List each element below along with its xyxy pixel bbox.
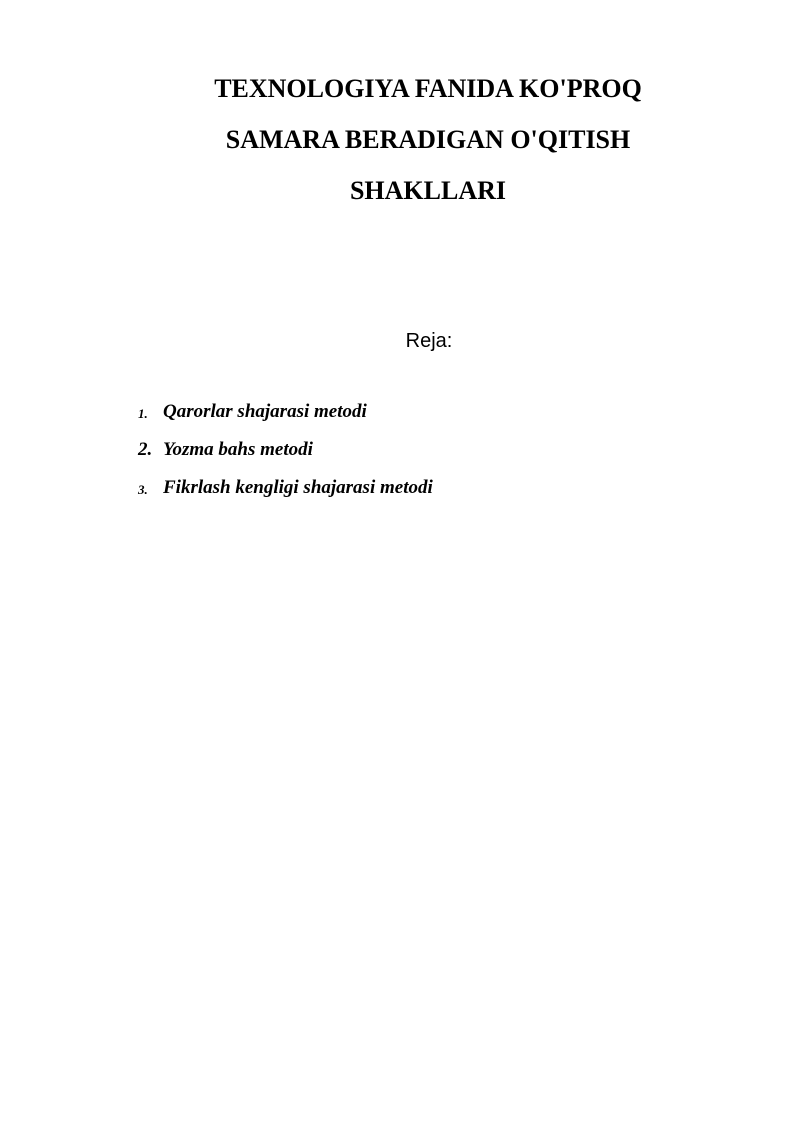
- plan-item-text: Qarorlar shajarasi metodi: [163, 401, 367, 422]
- plan-item-text: Yozma bahs metodi: [163, 439, 313, 460]
- title-line-2: SAMARA BERADIGAN O'QITISH: [225, 125, 631, 154]
- document-title: [128, 76, 728, 229]
- title-line-1: TEXNOLOGIYA FANIDA KO'PROQ: [214, 74, 642, 103]
- plan-item-number: 2.: [138, 439, 153, 460]
- plan-heading: Reja:: [405, 330, 453, 352]
- plan-item-number: 1.: [138, 406, 148, 421]
- plan-item-number: 3.: [138, 482, 148, 497]
- title-line-3: SHAKLLARI: [349, 176, 507, 205]
- plan-item-text: Fikrlash kengligi shajarasi metodi: [163, 477, 433, 498]
